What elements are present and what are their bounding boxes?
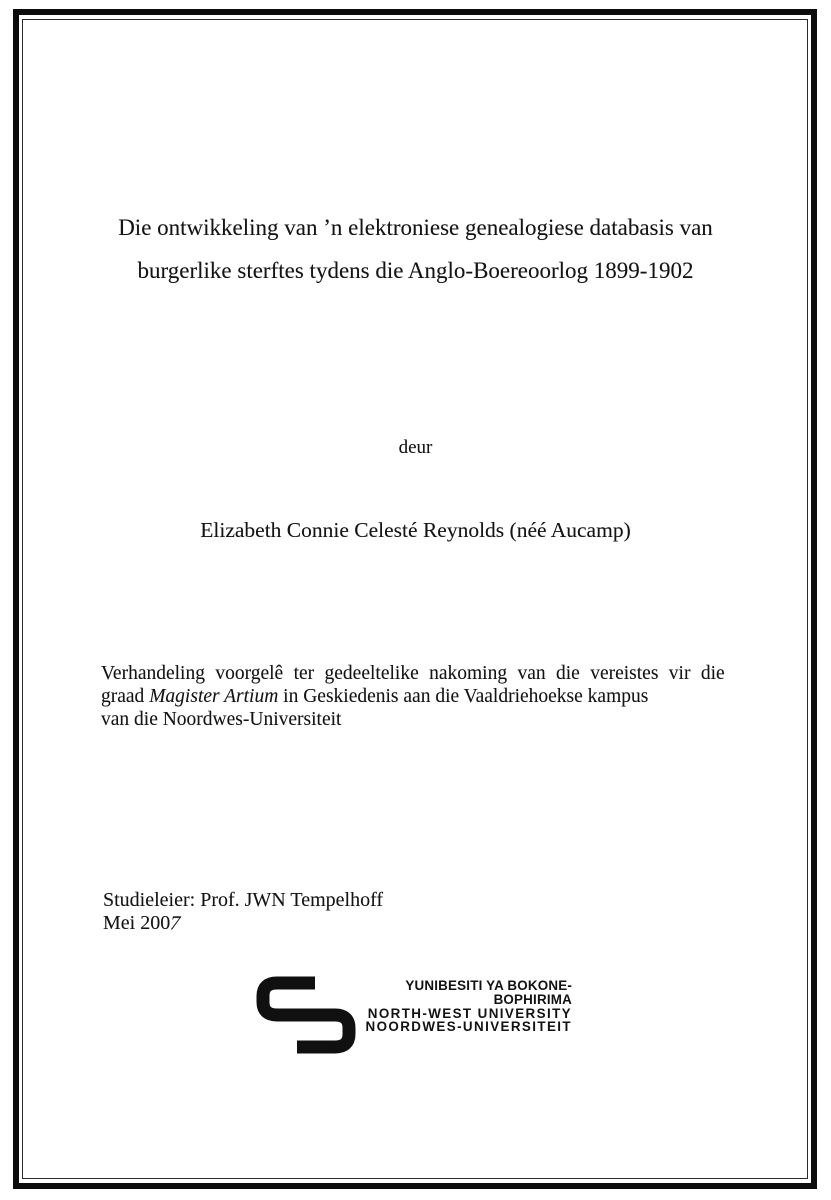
statement-line2-prefix: graad	[101, 686, 150, 707]
thesis-title-line2: burgerlike sterftes tydens die Anglo-Boereoorlog 1899-1902	[137, 258, 694, 283]
university-logo-text	[330, 979, 572, 1034]
byline-deur: deur	[398, 437, 433, 458]
statement-line2-suffix: in Geskiedenis aan die Vaaldriehoekse kampus	[278, 686, 649, 707]
date-line	[103, 912, 183, 935]
statement-line2	[101, 685, 746, 708]
statement-line3: van die Noordwes-Universiteit	[101, 709, 342, 730]
supervisor-line: Studieleier: Prof. JWN Tempelhoff	[103, 889, 384, 911]
logo-line-english: NORTH-WEST UNIVERSITY	[367, 1005, 572, 1021]
author-name: Elizabeth Connie Celesté Reynolds (néé Aucamp)	[200, 518, 631, 542]
date-last-digit: 7	[167, 912, 183, 935]
statement-line1: Verhandeling voorgelê ter gedeeltelike nakoming van die vereistes vir die	[101, 663, 725, 684]
thesis-title-line1: Die ontwikkeling van ’n elektroniese genealogiese databasis van	[118, 215, 713, 240]
degree-name-italic: Magister Artium	[149, 686, 279, 707]
logo-line-setswana: YUNIBESITI YA BOKONE-BOPHIRIMA	[405, 978, 572, 1007]
thesis-title	[48, 206, 783, 292]
logo-line-afrikaans: NOORDWES-UNIVERSITEIT	[365, 1019, 572, 1035]
date-prefix: Mei 200	[103, 912, 171, 934]
submission-statement	[101, 662, 746, 731]
